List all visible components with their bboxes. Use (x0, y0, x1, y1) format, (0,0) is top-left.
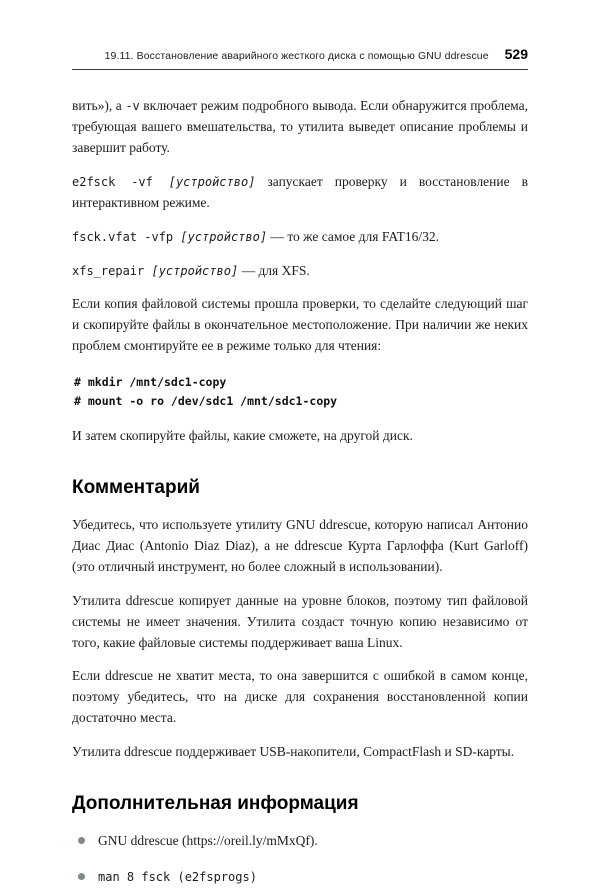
list-item-text (98, 867, 257, 887)
paragraph-fsck-vfat (72, 227, 528, 248)
text-run: — то же самое для FAT16/32. (267, 228, 439, 244)
list-item (78, 867, 528, 887)
inline-code-placeholder: [устройство] (180, 229, 268, 244)
inline-code: e2fsck -vf (72, 174, 169, 189)
text-run: И затем скопируйте файлы, какие сможете, на другой диск. (72, 428, 413, 443)
text-run: включает режим подробного вывода. Если обнаружится проблема, требующая вашего вмешательства, то утилита выведет описание проблемы и завершит работу. (72, 98, 528, 155)
text-run: — для XFS. (238, 262, 310, 278)
section-heading-additional-info: Дополнительная информация (72, 793, 359, 815)
inline-code-placeholder: [устройство] (168, 174, 256, 189)
text-run: вить»), а (72, 98, 126, 113)
text-run: Утилита ddrescue поддерживает USB-накопители, CompactFlash и SD-карты. (72, 744, 515, 760)
paragraph-comment-media (72, 742, 528, 763)
inline-code: -v (125, 99, 140, 113)
text-run: Утилита ddrescue копирует данные на уровне блоков, поэтому тип файловой системы не имеет значения. Утилита создаст точную копию независимо от того, какие файловые системы поддерживает ваша Linux. (72, 592, 528, 650)
bullet-icon (78, 837, 85, 844)
page-header (72, 46, 528, 62)
inline-code-placeholder: [устройство] (151, 263, 239, 278)
paragraph-copy-instructions (72, 294, 528, 357)
list-item (78, 831, 528, 851)
header-rule (72, 69, 528, 70)
inline-code: xfs_repair (72, 263, 152, 278)
page-number: 529 (504, 46, 528, 62)
running-title: 19.11. Восстановление аварийного жесткого диска с помощью GNU ddrescue (104, 50, 489, 62)
page-content (72, 96, 528, 888)
list-item-text (98, 831, 318, 851)
inline-code: man 8 fsck (e2fsprogs) (98, 870, 257, 885)
section-heading-comment: Комментарий (72, 476, 200, 498)
text-run: Если ddrescue не хватит места, то она завершится с ошибкой в самом конце, поэтому убедитесь, что на диске для сохранения восстановленной копии достаточно места. (72, 668, 528, 726)
text-run: Если копия файловой системы прошла проверки, то сделайте следующий шаг и скопируйте файлы в окончательное местоположение. При наличии же неких проблем смонтируйте ее в режиме только для чтения: (72, 296, 528, 354)
additional-info-list (72, 831, 528, 888)
text-run: запускает проверку и восстановление в интерактивном режиме. (72, 173, 528, 210)
paragraph-intro-continuation (72, 96, 528, 159)
code-block-mount-commands: # mkdir /mnt/sdc1-copy # mount -o ro /dev/sdc1 /mnt/sdc1-copy (74, 375, 338, 408)
bullet-icon (78, 873, 85, 880)
paragraph-comment-block-level (72, 591, 528, 654)
text-run: GNU ddrescue (https://oreil.ly/mMxQf). (98, 833, 318, 849)
paragraph-comment-space (72, 666, 528, 729)
paragraph-copy-files (72, 426, 528, 447)
paragraph-xfs-repair (72, 261, 528, 282)
text-run: Убедитесь, что используете утилиту GNU ddrescue, которую написал Антонио Диас Диас (Antonio Diaz Diaz), а не ddrescue Курта Гарлоффа (Kurt Garloff) (это отличный инструмент, но более сложный в использовании). (72, 516, 528, 574)
inline-code: fsck.vfat -vfp (72, 229, 181, 244)
paragraph-e2fsck (72, 172, 528, 214)
content-blocks (72, 96, 528, 888)
paragraph-comment-author (72, 515, 528, 578)
